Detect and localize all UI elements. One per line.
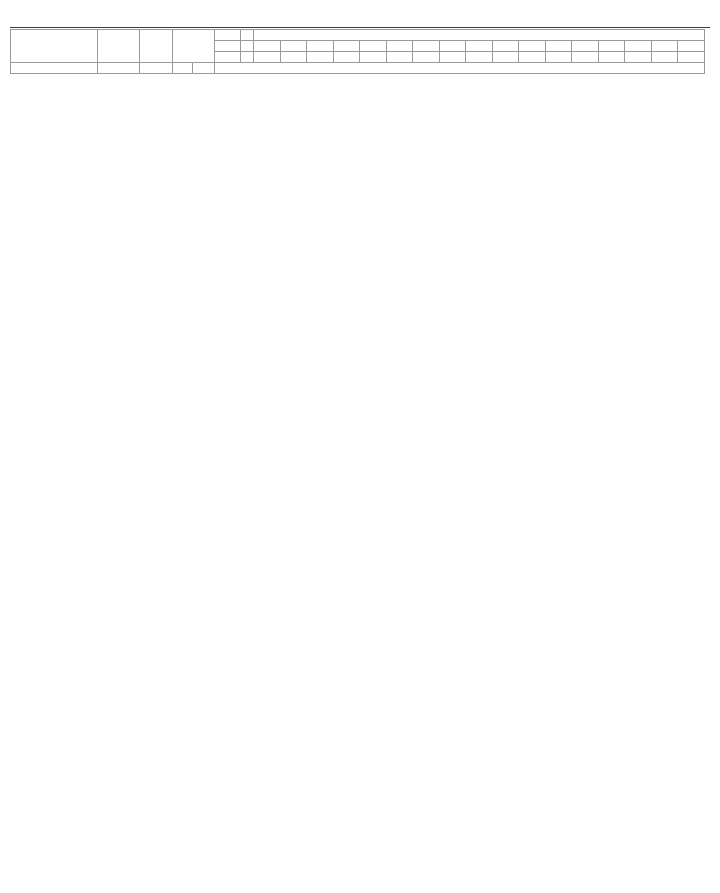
q-caption [254, 30, 705, 41]
flow-lmin-14 [625, 52, 651, 63]
flow-gpm-8 [466, 41, 492, 52]
flow-gpm-2 [307, 41, 333, 52]
unit-m3h [214, 52, 240, 63]
flow-lmin-4 [360, 52, 386, 63]
flow-gpm-14 [625, 41, 651, 52]
flow-gpm-7 [439, 41, 465, 52]
header-rule [10, 27, 710, 28]
flow-gpm-3 [333, 41, 359, 52]
flow-lmin-8 [466, 52, 492, 63]
zero-gpm [241, 30, 254, 41]
col-power [172, 30, 214, 63]
flow-gpm-10 [519, 41, 545, 52]
flow-lmin-5 [386, 52, 412, 63]
unit-gpm [214, 30, 240, 41]
dn-unit [97, 63, 140, 74]
zero-m3h [241, 52, 254, 63]
unit-row [11, 63, 705, 74]
flow-lmin-2 [307, 52, 333, 63]
flow-lmin-11 [545, 52, 571, 63]
flow-lmin-1 [280, 52, 306, 63]
zero-lmin [241, 41, 254, 52]
h-caption [214, 63, 704, 74]
flow-gpm-0 [254, 41, 280, 52]
col-model [11, 30, 98, 63]
header [10, 5, 710, 25]
flow-lmin-15 [651, 52, 677, 63]
flow-gpm-15 [651, 41, 677, 52]
table-head [11, 30, 705, 74]
flow-gpm-4 [360, 41, 386, 52]
flow-gpm-12 [572, 41, 598, 52]
flow-gpm-11 [545, 41, 571, 52]
flow-lmin-16 [678, 52, 705, 63]
flow-gpm-9 [492, 41, 518, 52]
flow-lmin-6 [413, 52, 439, 63]
flow-lmin-0 [254, 52, 280, 63]
flow-lmin-13 [598, 52, 624, 63]
technical-data-table [10, 29, 705, 74]
hp-unit [193, 63, 214, 74]
model-unit-blank [11, 63, 98, 74]
flow-gpm-6 [413, 41, 439, 52]
flow-gpm-5 [386, 41, 412, 52]
col-dn [97, 30, 140, 63]
flow-gpm-16 [678, 41, 705, 52]
flow-lmin-10 [519, 52, 545, 63]
flow-lmin-12 [572, 52, 598, 63]
flow-gpm-13 [598, 41, 624, 52]
flow-lmin-7 [439, 52, 465, 63]
unit-lmin [214, 41, 240, 52]
flow-gpm-1 [280, 41, 306, 52]
flow-lmin-3 [333, 52, 359, 63]
impl-unit [140, 63, 173, 74]
col-impeller [140, 30, 173, 63]
kw-unit [172, 63, 192, 74]
flow-lmin-9 [492, 52, 518, 63]
